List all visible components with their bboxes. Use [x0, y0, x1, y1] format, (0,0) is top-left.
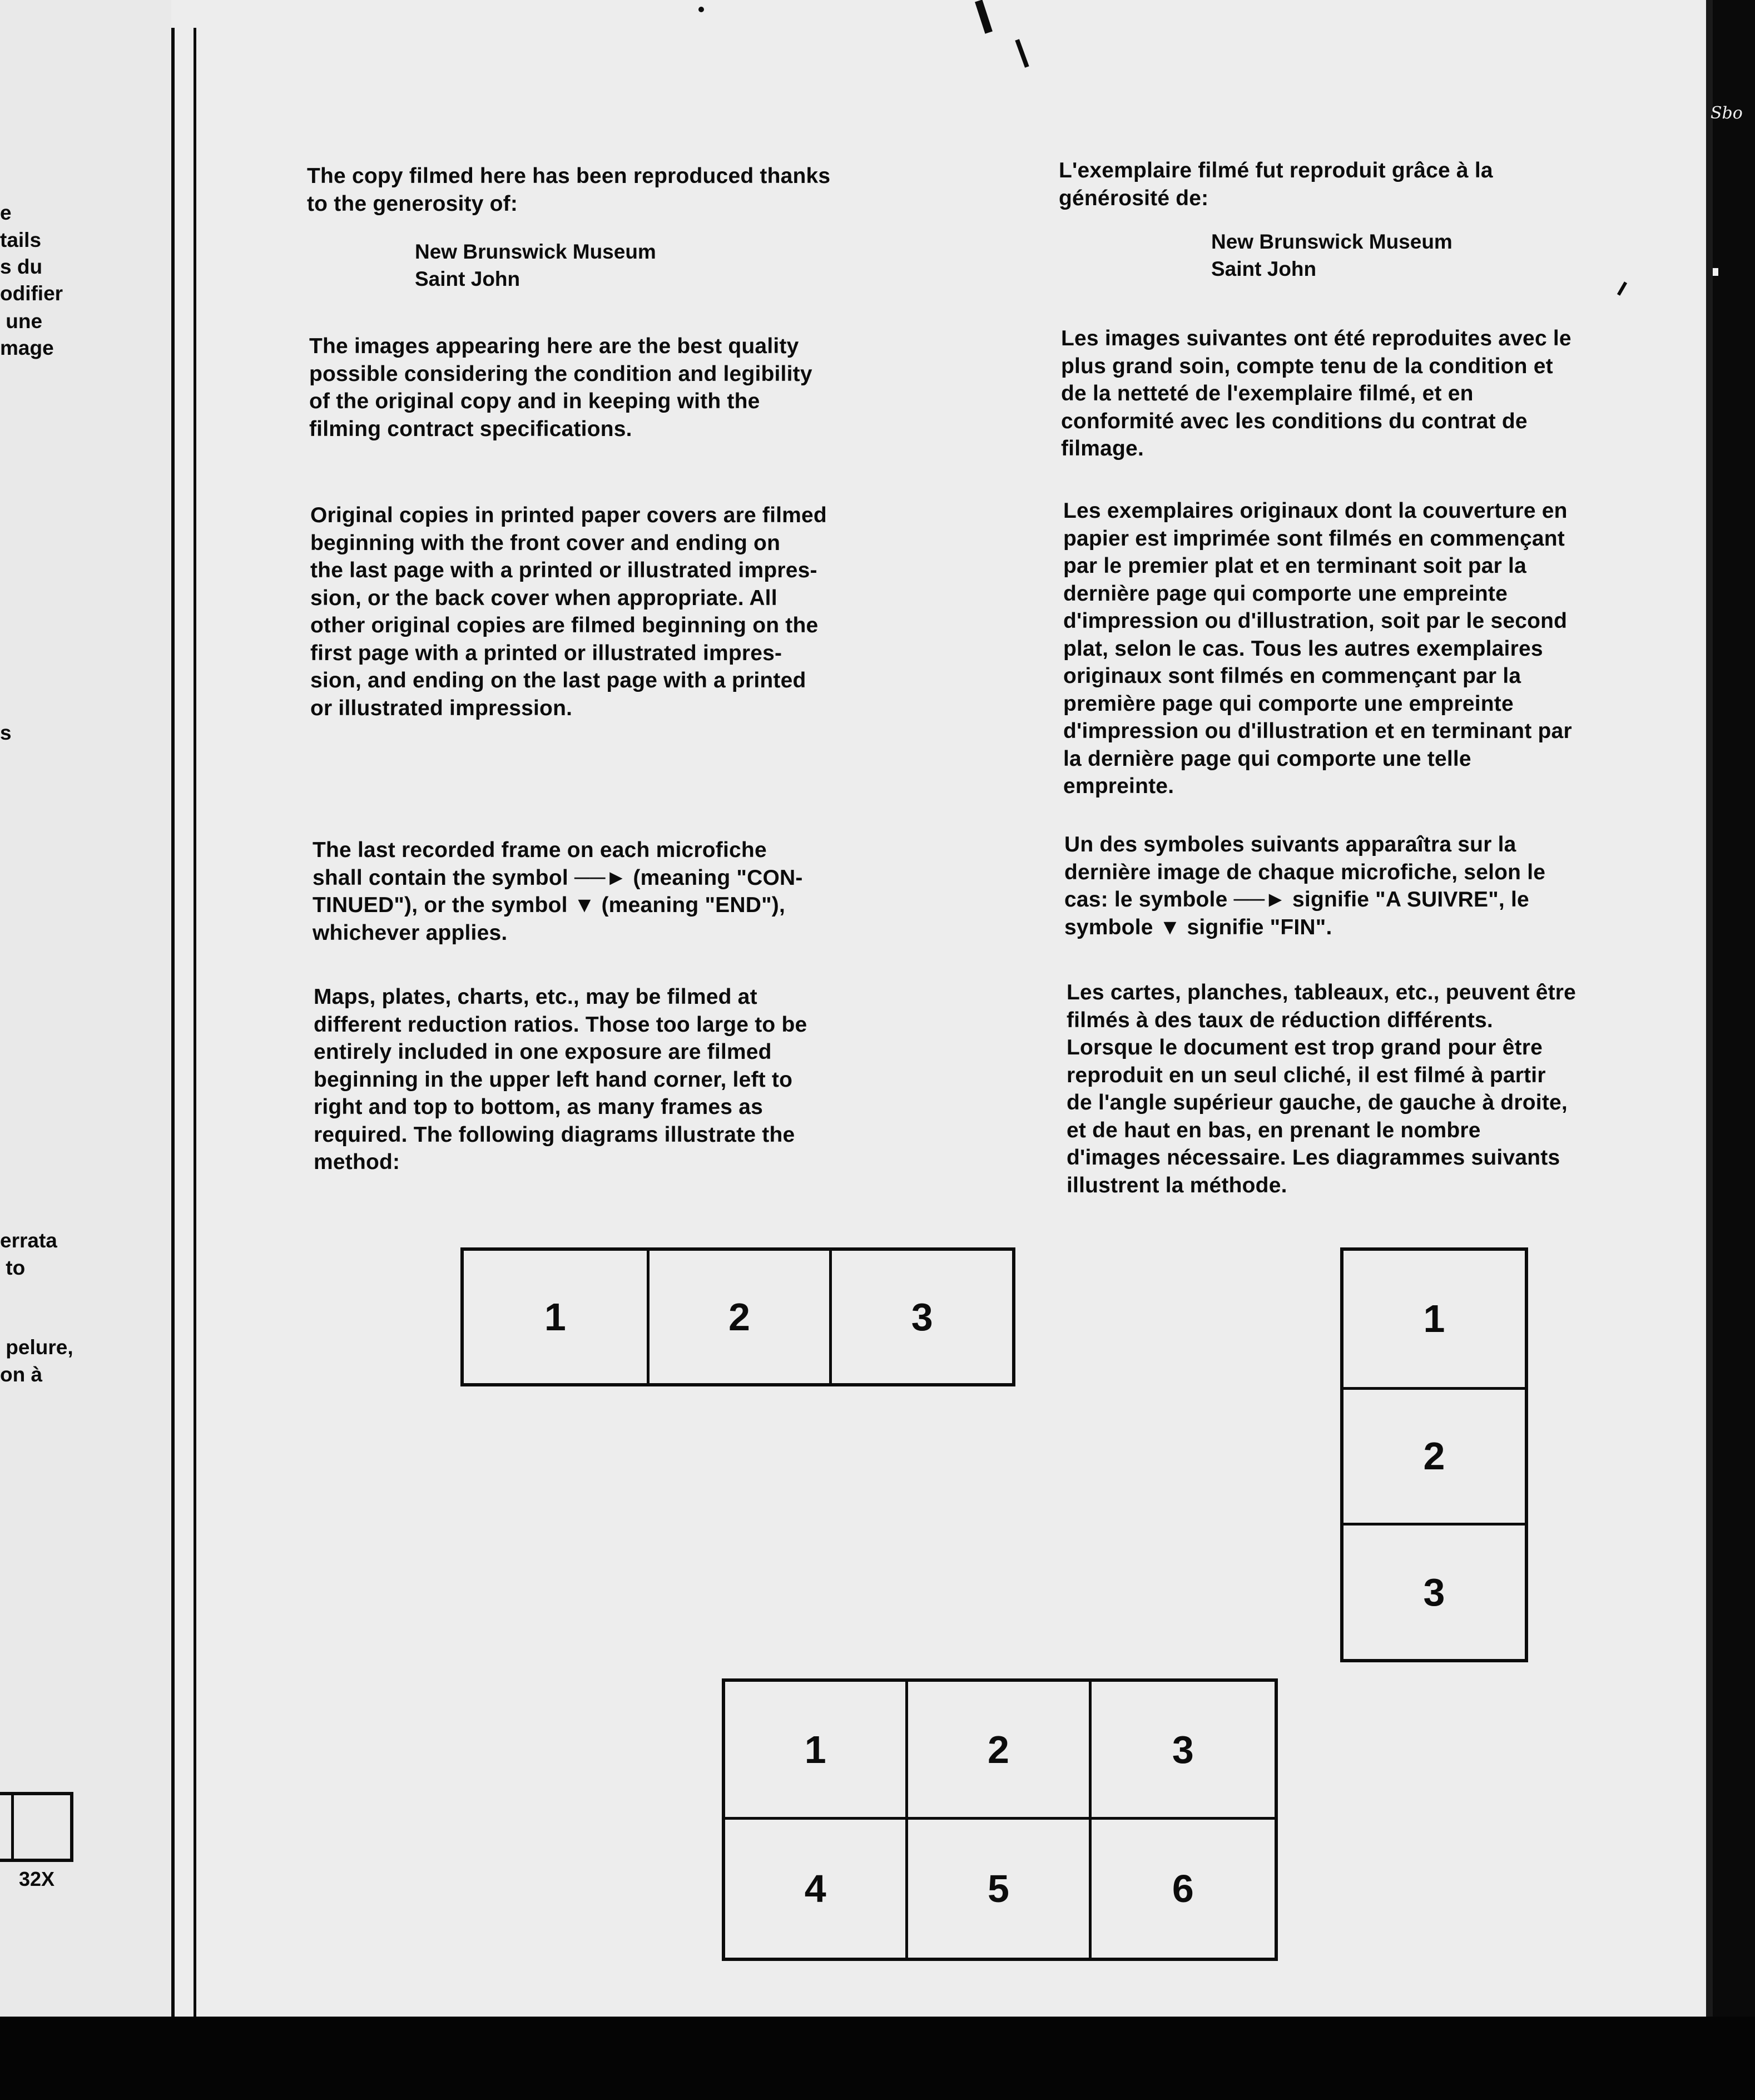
fragment-text: odifier — [0, 282, 63, 305]
fragment-text: to — [0, 1256, 26, 1279]
fragment-text: une — [0, 310, 43, 333]
film-border — [0, 2017, 1755, 2100]
frame-cell: 1 — [544, 1295, 566, 1339]
frame-cell: 2 — [1343, 1387, 1525, 1523]
english-paragraph-covers: Original copies in printed paper covers are filmed beginning with the front cover and ending on the last page with a printed or illustrated impres- sion, or the back cover when appropriate. All other original copies are filmed beginning on the first page with a printed or illustrated impres- sion, and ending on the last page with a printed or illustrated impression. — [310, 503, 827, 720]
diagram-vertical-frames — [1340, 1247, 1528, 1662]
fragment-text: pelure, — [0, 1336, 73, 1359]
frame-cell: 3 — [829, 1251, 1012, 1383]
frame-cell: 2 — [908, 1682, 1091, 1820]
frame-cell: 3 — [1092, 1682, 1275, 1820]
fragment-text: s du — [0, 255, 43, 278]
scan-mark — [1713, 268, 1718, 276]
frame-cell: 1 — [725, 1682, 908, 1820]
page-divider-line — [194, 28, 196, 2017]
fragment-text: s — [0, 721, 12, 744]
source-name: New Brunswick Museum — [1211, 230, 1452, 253]
fragment-text: tails — [0, 229, 42, 251]
french-paragraph-covers: Les exemplaires originaux dont la couverture en papier est imprimée sont filmés en commençant par le premier plat et en terminant soit par la dernière page qui comporte une empreinte d'impression ou d'illustration, soit par le second plat, selon le cas. Tous les autres exemplaires originaux sont filmés en commençant par la première page qui comporte une empreinte d'impression ou d'illustration et en terminant par la dernière page qui comporte une telle empreinte. — [1063, 499, 1572, 798]
diagram-horizontal-frames — [460, 1247, 1015, 1386]
frame-cell: 1 — [1423, 1297, 1445, 1341]
french-paragraph-symbols: Un des symboles suivants apparaîtra sur la dernière image de chaque microfiche, selon le cas: le symbole ──► signifie "A SUIVRE", le symbole ▼ signifie "FIN". — [1064, 833, 1546, 939]
fragment-text: e — [0, 201, 12, 224]
french-paragraph-quality: Les images suivantes ont été reproduites avec le plus grand soin, compte tenu de la condition et de la netteté de l'exemplaire filmé, et en conformité avec les conditions du contrat de filmage. — [1061, 326, 1571, 460]
reduction-scale-label: 32X — [19, 1868, 55, 1890]
fragment-text: mage — [0, 336, 54, 359]
page-divider-line — [171, 28, 175, 2017]
scan-mark — [698, 7, 704, 12]
frame-cell: 6 — [1172, 1867, 1194, 1910]
english-intro: The copy filmed here has been reproduced thanks to the generosity of: — [307, 164, 831, 216]
handwritten-note: Sbo — [1711, 103, 1743, 123]
fragment-text: on à — [0, 1363, 43, 1386]
source-city: Saint John — [1211, 257, 1317, 280]
fragment-text: errata — [0, 1229, 57, 1252]
english-paragraph-maps: Maps, plates, charts, etc., may be filmed at different reduction ratios. Those too large to be entirely included in one exposure are filmed beginning in the upper left hand corner, left to right and top to bottom, as many frames as required. The following diagrams illustrate the method: — [314, 985, 807, 1174]
french-intro: L'exemplaire filmé fut reproduit grâce à la générosité de: — [1059, 159, 1493, 210]
frame-cell: 3 — [1343, 1523, 1525, 1659]
source-city: Saint John — [415, 268, 520, 290]
page-edge — [1706, 0, 1713, 2017]
diagram-matrix-frames — [722, 1678, 1278, 1961]
frame-cell: 2 — [647, 1251, 830, 1383]
french-source — [1211, 228, 1452, 283]
french-paragraph-maps: Les cartes, planches, tableaux, etc., peuvent être filmés à des taux de réduction différents. Lorsque le document est trop grand pour être reproduit en un seul cliché, il est filmé à partir de l'angle supérieur gauche, de gauche à droite, et de haut en bas, en prenant le nombre d'images nécessaire. Les diagrammes suivants illustrent la méthode. — [1067, 980, 1576, 1197]
scale-tick — [11, 1795, 14, 1862]
source-name: New Brunswick Museum — [415, 240, 656, 263]
english-source — [415, 238, 656, 293]
frame-cell: 5 — [908, 1820, 1091, 1958]
reduction-scale-box — [0, 1792, 73, 1862]
english-paragraph-quality: The images appearing here are the best quality possible considering the condition and legibility of the original copy and in keeping with the filming contract specifications. — [309, 334, 812, 441]
english-paragraph-symbols: The last recorded frame on each microfiche shall contain the symbol ──► (meaning "CON- TINUED"), or the symbol ▼ (meaning "END"), whichever applies. — [313, 838, 803, 945]
frame-cell: 4 — [725, 1820, 908, 1958]
